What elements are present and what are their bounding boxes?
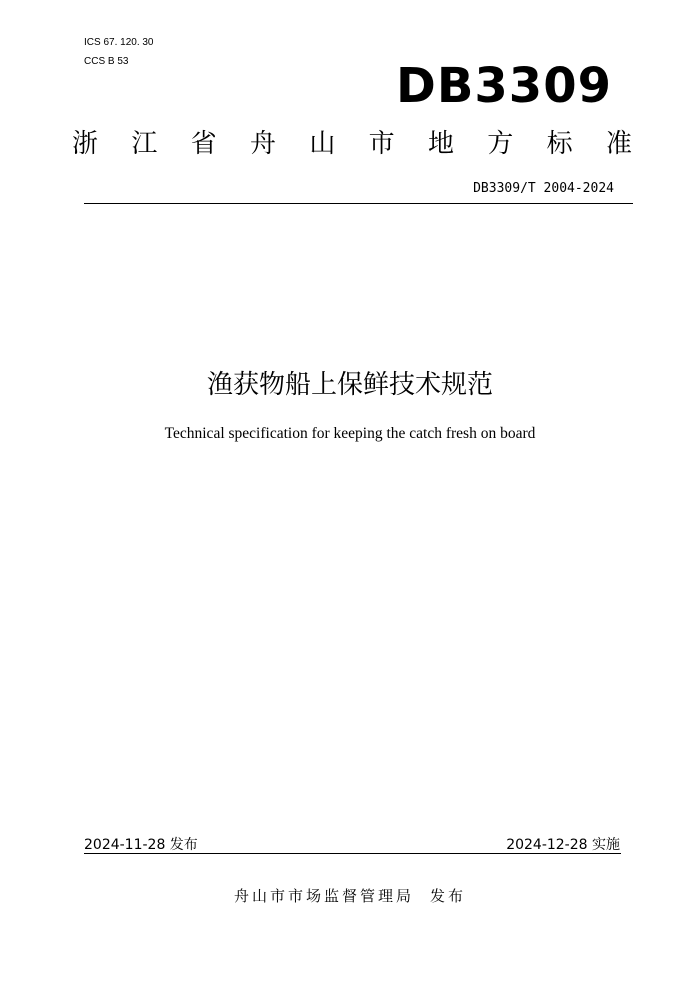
document-title-chinese: 渔获物船上保鲜技术规范 — [206, 370, 493, 400]
document-title-english: Technical specification for keeping the catch fresh on board — [164, 425, 536, 442]
standard-number: DB3309/T 2004-2024 — [473, 181, 614, 196]
release-date: 2024-11-28 发布 — [84, 837, 198, 853]
standard-type-char: 标 — [546, 129, 573, 159]
standard-type-char: 市 — [368, 129, 395, 159]
ccs-code: CCS B 53 — [84, 56, 129, 67]
standard-type-char: 山 — [309, 129, 336, 159]
bottom-divider — [84, 853, 621, 854]
issuer-name: 舟山市市场监督管理局 — [233, 887, 414, 905]
issuer-action: 发布 — [430, 887, 467, 905]
ics-code: ICS 67. 120. 30 — [84, 37, 154, 48]
standard-type-char: 江 — [131, 129, 158, 159]
issuer-line — [0, 886, 700, 906]
standard-type-char: 舟 — [249, 129, 276, 159]
standard-type-char: 地 — [427, 129, 454, 159]
standard-code: DB3309 — [395, 58, 612, 114]
standard-type-char: 准 — [605, 129, 632, 159]
effective-date: 2024-12-28 实施 — [506, 837, 620, 853]
standard-type-char: 浙 — [72, 129, 99, 159]
standard-type-heading — [72, 126, 632, 162]
standard-type-char: 省 — [190, 129, 217, 159]
standard-type-char: 方 — [487, 129, 514, 159]
top-divider — [84, 203, 633, 204]
